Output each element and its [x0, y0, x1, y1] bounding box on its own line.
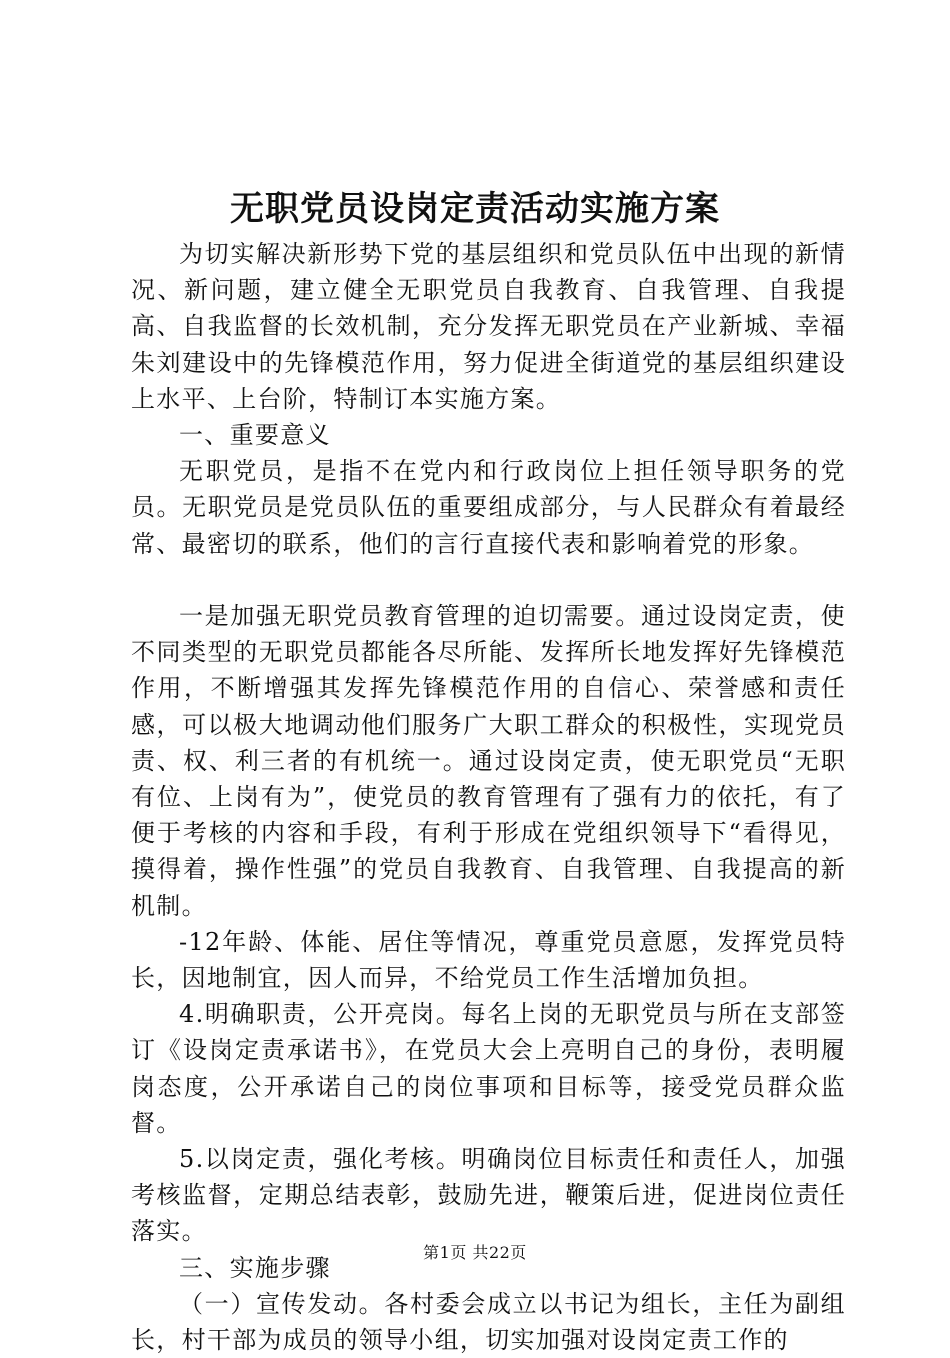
paragraph-item-5: 5.以岗定责，强化考核。明确岗位目标责任和责任人，加强考核监督，定期总结表彰，鼓励先进，鞭策后进，促进岗位责任落实。	[131, 1145, 846, 1246]
paragraph-point-one: 一是加强无职党员教育管理的迫切需要。通过设岗定责，使不同类型的无职党员都能各尽所能、发挥所长地发挥好先锋模范作用，不断增强其发挥先锋模范作用的自信心、荣誉感和责任感，可以极大地调动他们服务广大职工群众的积极性，实现党员责、权、利三者的有机统一。通过设岗定责，使无职党员“无职有位、上岗有为”，使党员的教育管理有了强有力的依托，有了便于考核的内容和手段，有利于形成在党组织领导下“看得见，摸得着，操作性强”的党员自我教育、自我管理、自我提高的新机制。	[131, 602, 846, 920]
paragraph-publicity: （一）宣传发动。各村委会成立以书记为组长，主任为副组长，村干部为成员的领导小组，切实加强对设岗定责工作的	[131, 1289, 846, 1355]
document-body	[131, 236, 846, 1358]
section-heading-steps: 三、实施步骤	[179, 1253, 331, 1282]
section-heading-significance: 一、重要意义	[179, 421, 331, 450]
paragraph-intro: 为切实解决新形势下党的基层组织和党员队伍中出现的新情况、新问题，建立健全无职党员自我教育、自我管理、自我提高、自我监督的长效机制，充分发挥无职党员在产业新城、幸福朱刘建设中的先锋模范作用，努力促进全街道党的基层组织建设上水平、上台阶，特制订本实施方案。	[131, 240, 846, 413]
paragraph-item-4: 4.明确职责，公开亮岗。每名上岗的无职党员与所在支部签订《设岗定责承诺书》，在党员大会上亮明自己的身份，表明履岗态度，公开承诺自己的岗位事项和目标等，接受党员群众监督。	[131, 1000, 846, 1137]
document-title: 无职党员设岗定责活动实施方案	[230, 189, 720, 229]
paragraph-definition: 无职党员，是指不在党内和行政岗位上担任领导职务的党员。无职党员是党员队伍的重要组成部分，与人民群众有着最经常、最密切的联系，他们的言行直接代表和影响着党的形象。	[131, 457, 846, 558]
page-number: 第1页 共22页	[423, 1243, 527, 1262]
paragraph-age-fitness: -12年龄、体能、居住等情况，尊重党员意愿，发挥党员特长，因地制宜，因人而异，不给党员工作生活增加负担。	[131, 927, 846, 993]
blank-line	[131, 562, 846, 598]
